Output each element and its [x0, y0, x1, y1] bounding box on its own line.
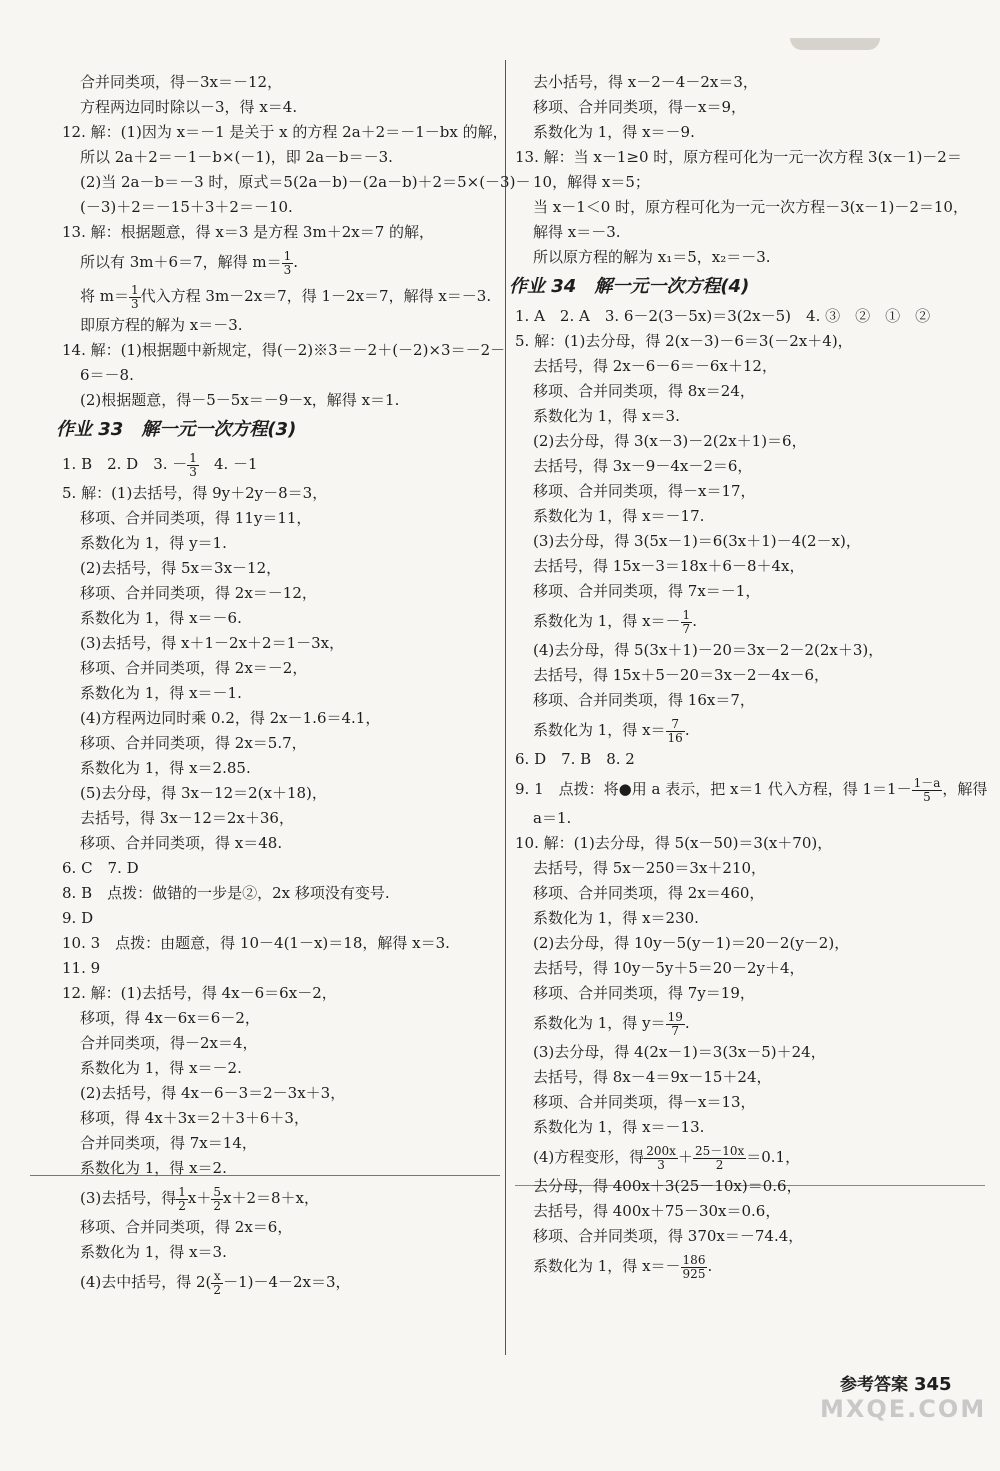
- line-text: 14. 解：(1)根据题中新规定，得(－2)※3＝－2＋(－2)×3＝－2－: [62, 341, 506, 359]
- line-text: 所以 2a＋2＝－1－b×(－1)，即 2a－b＝－3.: [80, 148, 393, 166]
- line-text: 10. 解：(1)去分母，得 5(x－50)＝3(x＋70)，: [515, 834, 833, 852]
- answer-line: [62, 145, 497, 170]
- answer-line: [62, 1006, 497, 1031]
- line-text: 12. 解：(1)去括号，得 4x－6＝6x－2，: [62, 984, 337, 1002]
- fraction: [282, 250, 294, 277]
- answer-line: [62, 756, 497, 781]
- answer-line: [515, 772, 988, 806]
- left-column: [56, 70, 531, 1299]
- line-text: 10，解得 x＝5；: [533, 173, 650, 191]
- line-text: 10. 3 点拨：由题意，得 10－4(1－x)＝18，解得 x＝3.: [62, 934, 450, 952]
- answer-line: [62, 856, 497, 881]
- page-number: 345: [914, 1374, 952, 1395]
- line-text: 合并同类项，得－3x＝－12，: [80, 73, 283, 91]
- line-text: 12. 解：(1)因为 x＝－1 是关于 x 的方程 2a＋2＝－1－bx 的解，: [62, 123, 508, 141]
- answer-line: [515, 1249, 950, 1283]
- line-text: 将 m＝: [80, 287, 129, 305]
- answer-line: [62, 556, 497, 581]
- line-text: 系数化为 1，得 x＝－6.: [80, 609, 242, 627]
- answer-line: [515, 554, 950, 579]
- line-text: 系数化为 1，得 x＝3.: [80, 1243, 227, 1261]
- top-decoration: [790, 38, 880, 50]
- line-text: 移项、合并同类项，得 2x＝－2，: [80, 659, 308, 677]
- answer-line: [515, 831, 950, 856]
- answer-line: [515, 145, 962, 170]
- answer-line: [515, 1174, 950, 1199]
- line-text: 系数化为 1，得 y＝: [533, 1014, 666, 1032]
- line-text: 去括号，得 3x－9－4x－2＝6，: [533, 457, 753, 475]
- answer-line: [515, 604, 950, 638]
- fraction: [644, 1145, 678, 1172]
- right-column: [509, 70, 988, 1283]
- line-text: 移项，得 4x－6x＝6－2，: [80, 1009, 260, 1027]
- answer-line: [62, 70, 497, 95]
- answer-line: [515, 806, 950, 831]
- line-text: 移项、合并同类项，得－x＝9，: [533, 98, 747, 116]
- fraction-numerator: 1: [131, 282, 139, 297]
- answer-line: [62, 656, 497, 681]
- fraction-numerator: 19: [667, 1009, 683, 1024]
- fraction: [187, 452, 199, 479]
- answer-line: [62, 931, 497, 956]
- line-text: a＝1.: [533, 809, 572, 827]
- line-text: 系数化为 1，得 x＝－17.: [533, 507, 705, 525]
- fraction: [693, 1145, 746, 1172]
- answer-line: [515, 454, 950, 479]
- line-text: x＋2＝8＋x，: [223, 1189, 320, 1207]
- line-text: 系数化为 1，得 x＝2.85.: [80, 759, 251, 777]
- line-text: 13. 解：根据题意，得 x＝3 是方程 3m＋2x＝7 的解，: [62, 223, 435, 241]
- fraction-numerator: 1: [189, 450, 197, 465]
- answer-line: [62, 1081, 497, 1106]
- answer-line: [62, 1215, 497, 1240]
- line-text: 作业 33 解一元一次方程(3): [56, 419, 297, 440]
- line-text: 系数化为 1，得 x＝3.: [533, 407, 680, 425]
- line-text: ＋: [677, 1148, 693, 1166]
- line-text: 6. D 7. B 8. 2: [515, 750, 635, 768]
- fraction-numerator: x: [211, 1270, 223, 1284]
- answer-line: [62, 506, 497, 531]
- fraction: [129, 284, 141, 311]
- line-text: (4)去中括号，得 2(: [80, 1273, 212, 1291]
- answer-line: [515, 70, 950, 95]
- fraction-denominator: 2: [213, 1282, 222, 1297]
- line-text: (4)去分母，得 5(3x＋1)－20＝3x－2－2(2x＋3)，: [533, 641, 884, 659]
- answer-line: [515, 504, 950, 529]
- line-text: 移项、合并同类项，得 370x＝－74.4，: [533, 1227, 804, 1245]
- answer-line: [515, 120, 950, 145]
- line-text: 系数化为 1，得 x＝－: [533, 1257, 681, 1275]
- line-text: 移项、合并同类项，得－x＝13，: [533, 1093, 756, 1111]
- line-text: .: [692, 612, 697, 630]
- answer-line: [62, 447, 497, 481]
- answer-line: [62, 1265, 497, 1299]
- line-text: 1. A 2. A 3. 6－2(3－5x)＝3(2x－5) 4. ③ ② ① ②: [515, 307, 931, 325]
- line-text: 合并同类项，得－2x＝4，: [80, 1034, 258, 1052]
- line-text: .: [293, 253, 299, 271]
- fraction-denominator: 2: [213, 1198, 221, 1213]
- line-text: 4. －1: [198, 455, 258, 473]
- footer-label: 参考答案: [840, 1375, 908, 1395]
- answer-line: [515, 170, 950, 195]
- fraction-denominator: 16: [667, 730, 683, 745]
- line-text: 合并同类项，得 7x＝14，: [80, 1134, 257, 1152]
- answer-line: [62, 1056, 497, 1081]
- answer-line: [62, 1156, 497, 1181]
- line-text: 代入方程 3m－2x＝7，得 1－2x＝7，解得 x＝－3.: [140, 287, 492, 305]
- answer-line: [62, 631, 497, 656]
- answer-line: [62, 388, 497, 413]
- line-text: 去括号，得 3x－12＝2x＋36，: [80, 809, 294, 827]
- line-text: (5)去分母，得 3x－12＝2(x＋18)，: [80, 784, 327, 802]
- fraction: [912, 777, 943, 804]
- line-text: 移项、合并同类项，得 2x＝6，: [80, 1218, 293, 1236]
- answer-line: [62, 781, 497, 806]
- answer-line: [515, 245, 950, 270]
- answer-line: [62, 906, 497, 931]
- answer-line: [62, 956, 497, 981]
- answer-line: [515, 379, 950, 404]
- line-text: (2)去分母，得 10y－5(y－1)＝20－2(y－2)，: [533, 934, 850, 952]
- fraction-denominator: 3: [131, 296, 139, 311]
- answer-line: [515, 638, 950, 663]
- answer-line: [515, 1115, 950, 1140]
- answer-line: [515, 429, 950, 454]
- answer-line: [515, 713, 950, 747]
- answer-line: [62, 170, 531, 195]
- line-text: 1. B 2. D 3. －: [62, 455, 188, 473]
- line-text: 去括号，得 2x－6－6＝－6x＋12，: [533, 357, 777, 375]
- fraction-numerator: 1－a: [913, 775, 941, 790]
- answer-line: [62, 313, 497, 338]
- line-text: 移项、合并同类项，得 x＝48.: [80, 834, 283, 852]
- fraction-denominator: 3: [657, 1157, 665, 1172]
- answer-line: [515, 1140, 950, 1174]
- fraction-denominator: 5: [923, 789, 931, 804]
- answer-line: [515, 931, 950, 956]
- answer-line: [62, 881, 497, 906]
- fraction-denominator: 2: [715, 1157, 724, 1172]
- fraction-numerator: 186: [682, 1252, 706, 1267]
- fraction-numerator: 7: [666, 718, 685, 732]
- answer-line: [62, 981, 497, 1006]
- line-text: 去括号，得 15x＋5－20＝3x－2－4x－6，: [533, 666, 830, 684]
- line-text: 系数化为 1，得 x＝: [533, 721, 666, 739]
- line-text: 5. 解：(1)去括号，得 9y＋2y－8＝3，: [62, 484, 328, 502]
- fraction-denominator: 7: [682, 621, 691, 636]
- line-text: 系数化为 1，得 x＝－13.: [533, 1118, 705, 1136]
- line-text: 方程两边同时除以－3，得 x＝4.: [80, 98, 298, 116]
- answer-line: [62, 731, 497, 756]
- line-text: (3)去分母，得 4(2x－1)＝3(3x－5)＋24，: [533, 1043, 826, 1061]
- answer-line: [515, 354, 950, 379]
- answer-line: [62, 806, 497, 831]
- answer-line: [515, 220, 950, 245]
- fraction: [666, 718, 685, 745]
- line-text: 当 x－1＜0 时，原方程可化为一元一次方程－3(x－1)－2＝10，: [533, 198, 968, 216]
- answer-line: [62, 245, 497, 279]
- answer-line: [62, 120, 508, 145]
- answer-line: [62, 363, 497, 388]
- answer-line: [515, 906, 950, 931]
- line-text: 移项、合并同类项，得 2x＝－12，: [80, 584, 317, 602]
- fraction-numerator: 1: [283, 248, 292, 263]
- section-heading: [509, 270, 950, 304]
- line-text: ＝0.1，: [746, 1148, 801, 1166]
- line-text: (2)根据题意，得－5－5x＝－9－x，解得 x＝1.: [80, 391, 400, 409]
- line-text: (3)去括号，得: [80, 1189, 177, 1207]
- line-text: (2)去括号，得 5x＝3x－12，: [80, 559, 282, 577]
- page-footer: [840, 1370, 952, 1395]
- answer-line: [515, 329, 950, 354]
- answer-line: [515, 579, 950, 604]
- line-text: (－3)＋2＝－15＋3＋2＝－10.: [80, 198, 293, 216]
- answer-line: [62, 1031, 497, 1056]
- fraction: [211, 1186, 223, 1213]
- answer-line: [515, 304, 950, 329]
- line-text: 移项、合并同类项，得 16x＝7，: [533, 691, 755, 709]
- line-text: .: [684, 721, 690, 739]
- answer-line: [62, 581, 497, 606]
- fraction-denominator: 7: [671, 1023, 680, 1038]
- answer-line: [515, 1199, 950, 1224]
- line-text: 去分母，得 400x＋3(25－10x)＝0.6，: [533, 1177, 802, 1195]
- line-text: 系数化为 1，得 x＝－: [533, 612, 681, 630]
- answer-line: [515, 1224, 950, 1249]
- fraction-numerator: 1: [682, 607, 691, 622]
- line-text: 9. 1 点拨：将●用 a 表示，把 x＝1 代入方程，得 1＝1－: [515, 780, 912, 798]
- line-text: －1)－4－2x＝3，: [223, 1273, 351, 1291]
- line-text: 8. B 点拨：做错的一步是②，2x 移项没有变号.: [62, 884, 390, 902]
- fraction: [681, 1254, 708, 1281]
- line-text: (2)去分母，得 3(x－3)－2(2x＋1)＝6，: [533, 432, 807, 450]
- line-text: 所以原方程的解为 x₁＝5，x₂＝－3.: [533, 248, 771, 266]
- line-text: 9. D: [62, 909, 94, 927]
- answer-line: [62, 831, 497, 856]
- line-text: 系数化为 1，得 x＝－1.: [80, 684, 242, 702]
- answer-line: [515, 981, 950, 1006]
- answer-line: [515, 1006, 950, 1040]
- answer-line: [515, 688, 950, 713]
- line-text: 系数化为 1，得 x＝－2.: [80, 1059, 242, 1077]
- fraction-numerator: 25－10x: [694, 1143, 745, 1158]
- line-text: 即原方程的解为 x＝－3.: [80, 316, 243, 334]
- answer-line: [515, 663, 950, 688]
- answer-line: [62, 1240, 497, 1265]
- answer-line: [515, 404, 950, 429]
- fraction: [681, 609, 693, 636]
- fraction: [176, 1186, 188, 1213]
- line-text: 移项、合并同类项，得 8x＝24，: [533, 382, 755, 400]
- section-heading: [56, 413, 497, 447]
- line-text: 移项、合并同类项，得－x＝17，: [533, 482, 756, 500]
- answer-line: [515, 1040, 950, 1065]
- answer-line: [62, 1106, 497, 1131]
- line-text: 11. 9: [62, 959, 101, 977]
- line-text: 6＝－8.: [80, 366, 134, 384]
- line-text: 系数化为 1，得 x＝2.: [80, 1159, 227, 1177]
- line-text: 移项、合并同类项，得 2x＝460，: [533, 884, 765, 902]
- line-text: (3)去分母，得 3(5x－1)＝6(3x＋1)－4(2－x)，: [533, 532, 861, 550]
- fraction-denominator: 3: [283, 262, 292, 277]
- fraction-numerator: 5: [213, 1184, 221, 1199]
- line-text: 6. C 7. D: [62, 859, 139, 877]
- line-text: 移项，得 4x＋3x＝2＋3＋6＋3，: [80, 1109, 309, 1127]
- line-text: (2)去括号，得 4x－6－3＝2－3x＋3，: [80, 1084, 346, 1102]
- answer-line: [62, 279, 497, 313]
- line-text: 系数化为 1，得 x＝－9.: [533, 123, 695, 141]
- fraction-denominator: 3: [189, 464, 197, 479]
- answer-line: [62, 706, 497, 731]
- answer-line: [515, 479, 950, 504]
- line-text: .: [684, 1014, 690, 1032]
- answer-line: [515, 95, 950, 120]
- answer-line: [62, 95, 497, 120]
- answer-line: [62, 1131, 497, 1156]
- line-text: 5. 解：(1)去分母，得 2(x－3)－6＝3(－2x＋4)，: [515, 332, 853, 350]
- line-text: ，解得: [942, 780, 988, 798]
- line-text: 去括号，得 8x－4＝9x－15＋24，: [533, 1068, 772, 1086]
- fraction-numerator: 1: [178, 1184, 186, 1199]
- line-text: (3)去括号，得 x＋1－2x＋2＝1－3x，: [80, 634, 345, 652]
- site-watermark: MXQE.COM: [820, 1395, 987, 1423]
- answer-line: [515, 1065, 950, 1090]
- line-text: 系数化为 1，得 x＝230.: [533, 909, 699, 927]
- column-divider: [505, 60, 506, 1355]
- line-text: 解得 x＝－3.: [533, 223, 621, 241]
- line-text: 13. 解：当 x－1≥0 时，原方程可化为一元一次方程 3(x－1)－2＝: [515, 148, 962, 166]
- answer-line: [515, 956, 950, 981]
- fraction-numerator: 200x: [646, 1143, 676, 1158]
- line-text: (2)当 2a－b＝－3 时，原式＝5(2a－b)－(2a－b)＋2＝5×(－3)－: [80, 173, 531, 191]
- answer-line: [515, 881, 950, 906]
- answer-line: [62, 220, 497, 245]
- line-text: (4)方程变形，得: [533, 1148, 645, 1166]
- fraction: [211, 1270, 223, 1297]
- answer-line: [62, 481, 497, 506]
- answer-line: [62, 338, 506, 363]
- fraction-denominator: 925: [682, 1266, 706, 1281]
- answer-line: [515, 529, 950, 554]
- answer-line: [515, 1090, 950, 1115]
- line-text: 移项、合并同类项，得 11y＝11，: [80, 509, 312, 527]
- line-text: 所以有 3m＋6＝7，解得 m＝: [80, 253, 282, 271]
- answer-line: [62, 681, 497, 706]
- line-text: 系数化为 1，得 y＝1.: [80, 534, 227, 552]
- line-text: 去括号，得 10y－5y＋5＝20－2y＋4，: [533, 959, 805, 977]
- line-text: 移项、合并同类项，得 7y＝19，: [533, 984, 755, 1002]
- line-text: 移项、合并同类项，得 2x＝5.7，: [80, 734, 307, 752]
- line-text: 移项、合并同类项，得 7x＝－1，: [533, 582, 761, 600]
- line-text: (4)方程两边同时乘 0.2，得 2x－1.6＝4.1，: [80, 709, 381, 727]
- answer-line: [62, 531, 497, 556]
- line-text: 去括号，得 5x－250＝3x＋210，: [533, 859, 767, 877]
- answer-line: [515, 747, 950, 772]
- fraction-denominator: 2: [178, 1198, 186, 1213]
- answer-line: [515, 856, 950, 881]
- line-text: 作业 34 解一元一次方程(4): [509, 276, 750, 297]
- answer-line: [515, 195, 968, 220]
- answer-line: [62, 1181, 497, 1215]
- answer-line: [62, 195, 497, 220]
- fraction: [666, 1011, 685, 1038]
- line-text: .: [707, 1257, 713, 1275]
- line-text: 去小括号，得 x－2－4－2x＝3，: [533, 73, 758, 91]
- line-text: 去括号，得 15x－3＝18x＋6－8＋4x，: [533, 557, 805, 575]
- line-text: 去括号，得 400x＋75－30x＝0.6，: [533, 1202, 781, 1220]
- answer-line: [62, 606, 497, 631]
- line-text: x＋: [187, 1189, 212, 1207]
